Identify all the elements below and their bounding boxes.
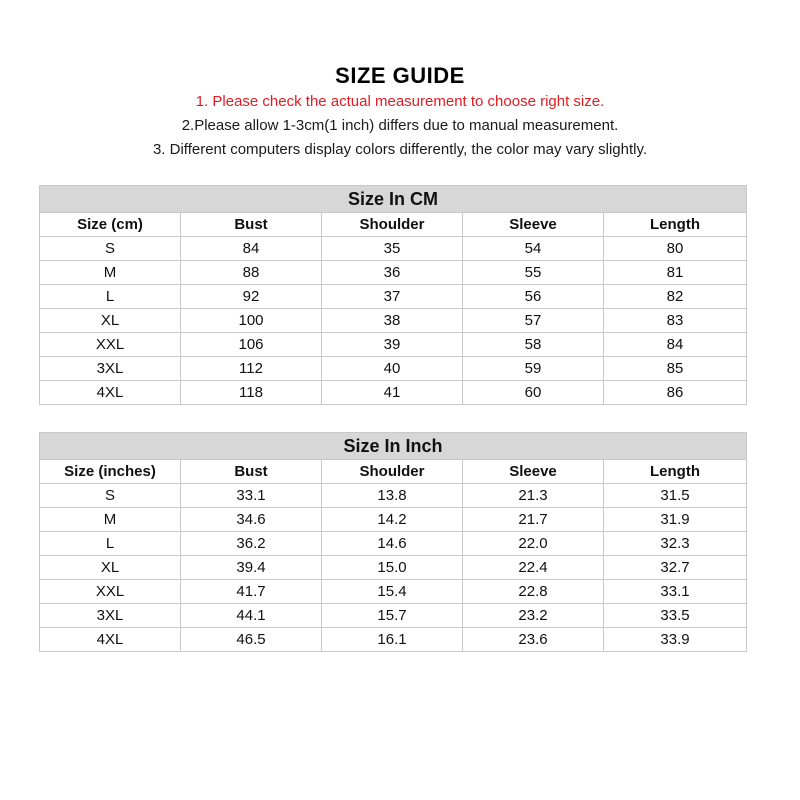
- table-cell: 3XL: [40, 357, 181, 381]
- table-cell: 4XL: [40, 381, 181, 405]
- table-cell: 82: [604, 285, 747, 309]
- table-cell: 57: [463, 309, 604, 333]
- table-cell: 32.7: [604, 556, 747, 580]
- column-header: Length: [604, 460, 747, 484]
- table-cell: 83: [604, 309, 747, 333]
- table-row: [40, 381, 747, 405]
- table-cell: 112: [181, 357, 322, 381]
- table-cell: M: [40, 508, 181, 532]
- table-row: [40, 261, 747, 285]
- table-row: [40, 285, 747, 309]
- column-header: Bust: [181, 213, 322, 237]
- table-cell: 39: [322, 333, 463, 357]
- page-title: SIZE GUIDE: [335, 63, 465, 88]
- table-cell: 33.1: [604, 580, 747, 604]
- note-tolerance: 2.Please allow 1-3cm(1 inch) differs due to manual measurement.: [181, 117, 619, 134]
- table-caption: Size In CM: [40, 186, 747, 213]
- table-cell: 100: [181, 309, 322, 333]
- table-cell: 41.7: [181, 580, 322, 604]
- column-header: Size (cm): [40, 213, 181, 237]
- table-header-row: [40, 213, 747, 237]
- table-cell: 46.5: [181, 628, 322, 652]
- table-cell: 32.3: [604, 532, 747, 556]
- table-cell: 15.0: [322, 556, 463, 580]
- table-cell: 85: [604, 357, 747, 381]
- table-cell: 23.2: [463, 604, 604, 628]
- column-header: Bust: [181, 460, 322, 484]
- table-row: [40, 580, 747, 604]
- table-cell: 84: [604, 333, 747, 357]
- table-cell: 54: [463, 237, 604, 261]
- table-cell: 36: [322, 261, 463, 285]
- note-measurement: 1. Please check the actual measurement to choose right size.: [195, 93, 605, 110]
- table-cell: 22.8: [463, 580, 604, 604]
- table-cell: S: [40, 237, 181, 261]
- table-cell: 38: [322, 309, 463, 333]
- table-cell: 31.9: [604, 508, 747, 532]
- table-row: [40, 508, 747, 532]
- table-cell: 15.7: [322, 604, 463, 628]
- table-cell: 33.5: [604, 604, 747, 628]
- table-row: [40, 604, 747, 628]
- table-row: [40, 333, 747, 357]
- table-cell: 37: [322, 285, 463, 309]
- table-row: [40, 628, 747, 652]
- table-cell: 106: [181, 333, 322, 357]
- table-row: [40, 484, 747, 508]
- table-cell: S: [40, 484, 181, 508]
- table-cell: 81: [604, 261, 747, 285]
- table-cell: L: [40, 532, 181, 556]
- table-cell: 35: [322, 237, 463, 261]
- table-cell: 118: [181, 381, 322, 405]
- table-row: [40, 532, 747, 556]
- column-header: Shoulder: [322, 213, 463, 237]
- column-header: Sleeve: [463, 213, 604, 237]
- table-cell: 40: [322, 357, 463, 381]
- table-cell: 3XL: [40, 604, 181, 628]
- table-cell: 33.1: [181, 484, 322, 508]
- table-row: [40, 556, 747, 580]
- table-cell: 88: [181, 261, 322, 285]
- table-cell: 14.2: [322, 508, 463, 532]
- table-cell: 59: [463, 357, 604, 381]
- table-cell: XL: [40, 309, 181, 333]
- column-header: Shoulder: [322, 460, 463, 484]
- table-cell: M: [40, 261, 181, 285]
- table-cell: 21.7: [463, 508, 604, 532]
- table-cell: 14.6: [322, 532, 463, 556]
- size-guide-header: [0, 62, 800, 162]
- table-cell: 60: [463, 381, 604, 405]
- table-cell: 21.3: [463, 484, 604, 508]
- table-cell: 44.1: [181, 604, 322, 628]
- size-table-inch: [39, 432, 747, 652]
- table-row: [40, 357, 747, 381]
- table-cell: 34.6: [181, 508, 322, 532]
- table-header-row: [40, 460, 747, 484]
- table-cell: L: [40, 285, 181, 309]
- note-color-variance: 3. Different computers display colors differently, the color may vary slightly.: [152, 141, 648, 158]
- table-cell: 56: [463, 285, 604, 309]
- table-cell: 4XL: [40, 628, 181, 652]
- table-cell: 92: [181, 285, 322, 309]
- table-cell: 86: [604, 381, 747, 405]
- column-header: Length: [604, 213, 747, 237]
- table-cell: 41: [322, 381, 463, 405]
- table-cell: 31.5: [604, 484, 747, 508]
- table-cell: XXL: [40, 333, 181, 357]
- table-cell: 22.4: [463, 556, 604, 580]
- table-cell: 58: [463, 333, 604, 357]
- table-cell: XXL: [40, 580, 181, 604]
- table-cell: 15.4: [322, 580, 463, 604]
- table-cell: 33.9: [604, 628, 747, 652]
- table-caption: Size In Inch: [40, 433, 747, 460]
- table-cell: 22.0: [463, 532, 604, 556]
- table-cell: XL: [40, 556, 181, 580]
- table-cell: 16.1: [322, 628, 463, 652]
- table-cell: 23.6: [463, 628, 604, 652]
- table-cell: 55: [463, 261, 604, 285]
- table-cell: 13.8: [322, 484, 463, 508]
- column-header: Size (inches): [40, 460, 181, 484]
- table-row: [40, 237, 747, 261]
- table-cell: 36.2: [181, 532, 322, 556]
- size-table-cm: [39, 185, 747, 405]
- table-cell: 39.4: [181, 556, 322, 580]
- table-row: [40, 309, 747, 333]
- table-cell: 84: [181, 237, 322, 261]
- column-header: Sleeve: [463, 460, 604, 484]
- table-cell: 80: [604, 237, 747, 261]
